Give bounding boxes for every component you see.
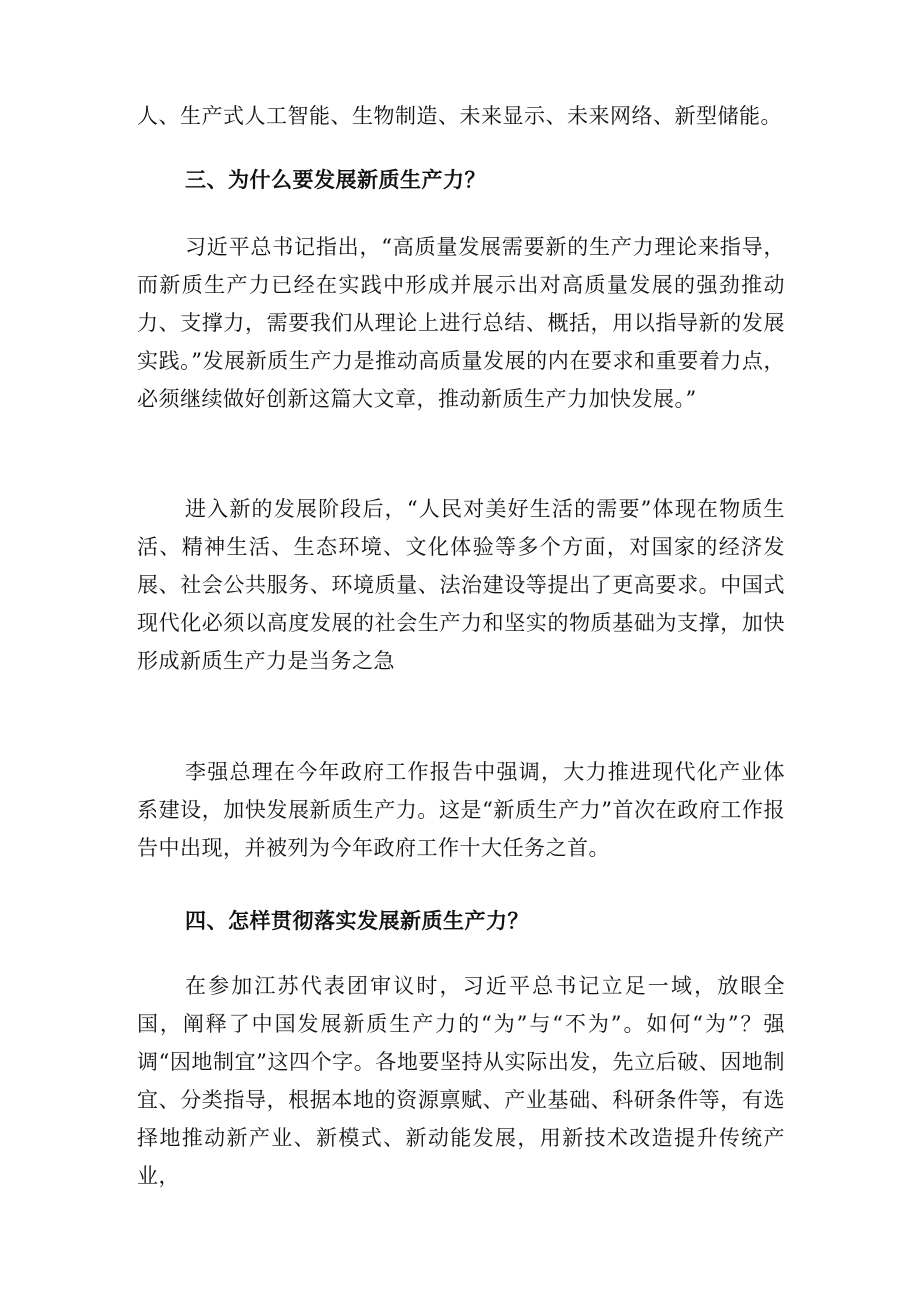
continuation-paragraph: 人、生产式人工智能、生物制造、未来显示、未来网络、新型储能。 (137, 104, 782, 128)
paragraph-jiangsu: 在参加江苏代表团审议时，习近平总书记立足一域，放眼全国，阐释了中国发展新质生产力的“为”与“不为”。如何“为”？强调“因地制宜”这四个字。各地要坚持从实际出发，先立后破、因地制宜、分类指导，根据本地的资源禀赋、产业基础、科研条件等，有选择地推动新产业、新模式、新动能发展，用新技术改造提升传统产业， (137, 974, 785, 1188)
section-heading-how: 四、怎样贯彻落实发展新质生产力？ (185, 909, 529, 933)
paragraph-xi-quote: 习近平总书记指出，“高质量发展需要新的生产力理论来指导，而新质生产力已经在实践中形成并展示出对高质量发展的强劲推动力、支撑力，需要我们从理论上进行总结、概括，用以指导新的发展实践。”发展新质生产力是推动高质量发展的内在要求和重要着力点，必须继续做好创新这篇大文章，推动新质生产力加快发展。” (137, 235, 785, 411)
paragraph-government-report: 李强总理在今年政府工作报告中强调，大力推进现代化产业体系建设，加快发展新质生产力。这是“新质生产力”首次在政府工作报告中出现，并被列为今年政府工作十大任务之首。 (137, 760, 785, 860)
paragraph-new-stage: 进入新的发展阶段后，“人民对美好生活的需要”体现在物质生活、精神生活、生态环境、文化体验等多个方面，对国家的经济发展、社会公共服务、环境质量、法治建设等提出了更高要求。中国式现代化必须以高度发展的社会生产力和坚实的物质基础为支撑，加快形成新质生产力是当务之急 (137, 497, 785, 673)
section-heading-why: 三、为什么要发展新质生产力？ (185, 168, 486, 192)
